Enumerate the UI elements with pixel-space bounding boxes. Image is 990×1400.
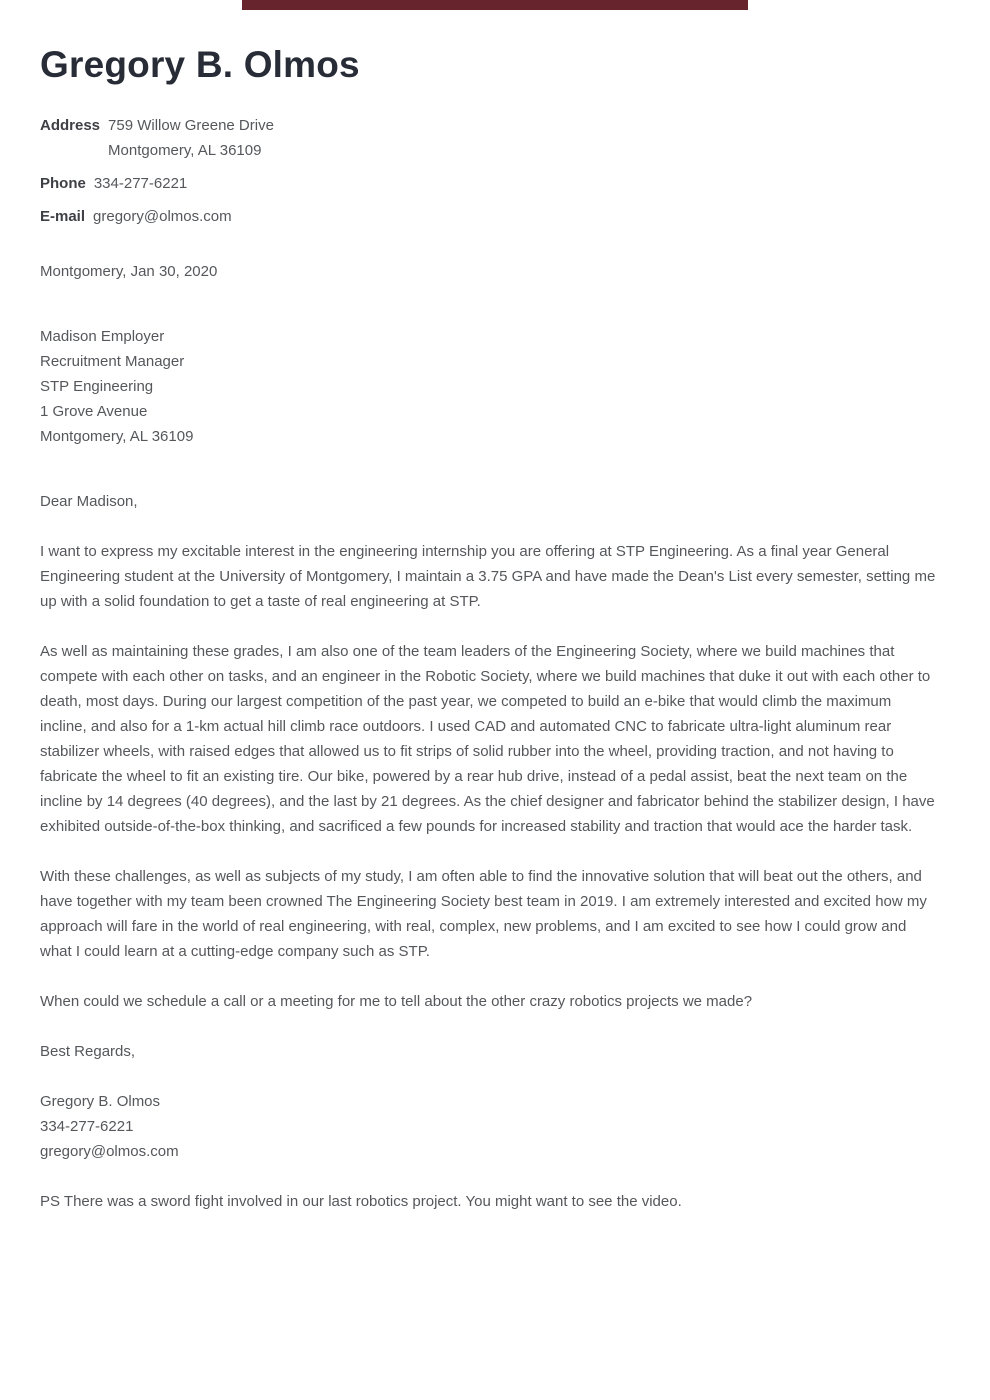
phone-value [94, 171, 187, 196]
paragraph-experience: As well as maintaining these grades, I am also one of the team leaders of the Engineering Society, where we build machines that compete with each other on tasks, and an engineer in the Robotic Society, where we build machines that duke it out with each other to death, most days. During our largest competition of the past year, we competed to build an e-bike that would climb the maximum incline, and also for a 1-km actual hill climb race outdoors. I used CAD and automated CNC to fabricate ultra-light aluminum rear stabilizer wheels, with raised edges that allowed us to fit strips of solid rubber into the wheel, providing traction, and not having to fabricate the wheel to fit an existing tire. Our bike, powered by a rear hub drive, instead of a pedal assist, beat the next team on the incline by 14 degrees (40 degrees), and the last by 21 degrees. As the chief designer and fabricator behind the stabilizer design, I have exhibited outside-of-the-box thinking, and sacrificed a few pounds for increased stability and traction that would ace the harder task. [40, 643, 935, 835]
paragraph-motivation: With these challenges, as well as subjects of my study, I am often able to find the innovative solution that will beat out the others, and have together with my team been crowned The Engineering Society best team in 2019. I am extremely interested and excited how my approach will fare in the world of real engineering, with real, complex, new problems, and I am excited to see how I could grow and what I could learn at a cutting-edge company such as STP. [40, 868, 927, 960]
recipient-title: Recruitment Manager [40, 353, 185, 370]
paragraph-intro: I want to express my excitable interest in the engineering internship you are offering at STP Engineering. As a final year General Engineering student at the University of Montgomery, I maintain a 3.75 GPA and have made the Dean's List every semester, setting me up with a solid foundation to get a taste of real engineering at STP. [40, 543, 936, 610]
contact-info [40, 113, 942, 229]
recipient-block [40, 324, 942, 449]
top-accent-bar [242, 0, 748, 10]
recipient-company: STP Engineering [40, 378, 154, 395]
recipient-street: 1 Grove Avenue [40, 403, 148, 420]
contact-row-email [40, 204, 942, 229]
paragraph-call-to-action: When could we schedule a call or a meeting for me to tell about the other crazy robotics projects we made? [40, 993, 753, 1010]
address-label: Address [40, 117, 101, 134]
recipient-city: Montgomery, AL 36109 [40, 428, 194, 445]
email-value [93, 204, 232, 229]
address-line-1: 759 Willow Greene Drive [108, 117, 274, 134]
phone-label: Phone [40, 175, 86, 192]
salutation: Dear Madison, [40, 493, 138, 510]
address-line-2: Montgomery, AL 36109 [108, 142, 262, 159]
email-address: gregory@olmos.com [93, 208, 232, 225]
signature-block [40, 1089, 942, 1164]
phone-number: 334-277-6221 [93, 175, 188, 192]
signature-phone: 334-277-6221 [40, 1118, 134, 1135]
contact-row-phone [40, 171, 942, 196]
contact-row-address [40, 113, 942, 163]
signature-name: Gregory B. Olmos [40, 1093, 161, 1110]
page-title: Gregory B. Olmos [40, 44, 360, 85]
email-label: E-mail [40, 208, 86, 225]
recipient-name: Madison Employer [40, 328, 165, 345]
signature-email: gregory@olmos.com [40, 1143, 179, 1160]
address-value [108, 113, 274, 163]
closing: Best Regards, [40, 1043, 136, 1060]
postscript: PS There was a sword fight involved in our last robotics project. You might want to see the video. [40, 1193, 682, 1210]
date-line: Montgomery, Jan 30, 2020 [40, 263, 218, 280]
